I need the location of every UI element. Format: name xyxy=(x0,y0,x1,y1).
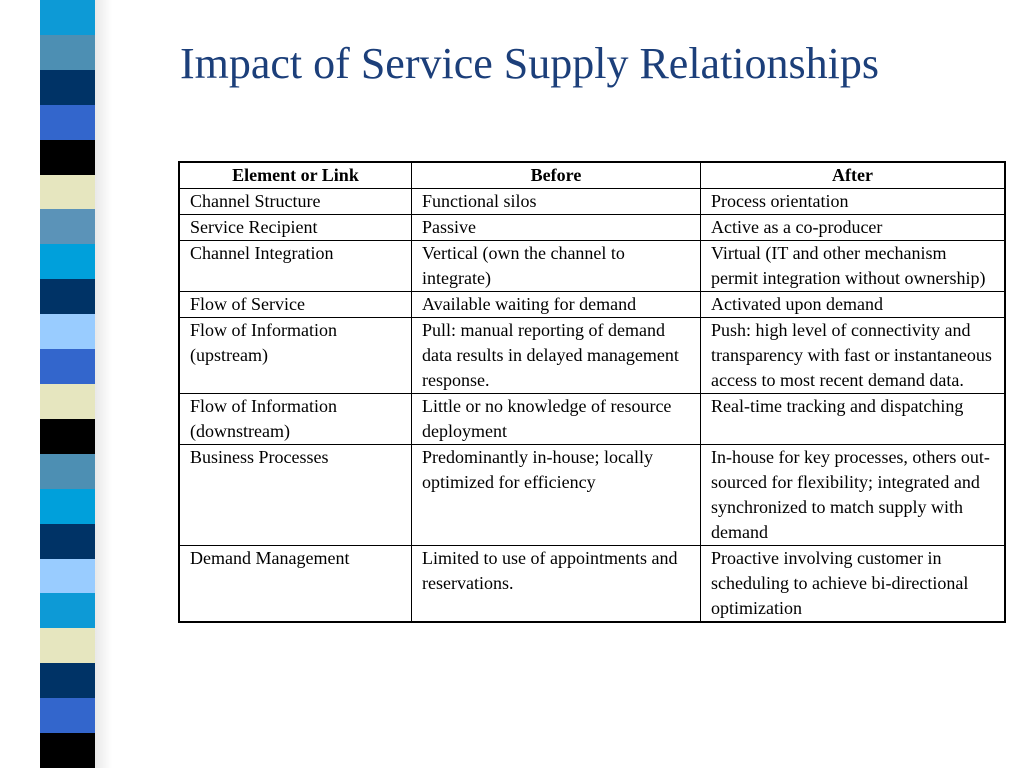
cell-element: Demand Management xyxy=(179,546,412,623)
stripe-band xyxy=(40,140,95,175)
header-after: After xyxy=(701,162,1006,189)
cell-after: Push: high level of connectivity and transparency with fast or instantaneous access to most recent demand data. xyxy=(701,318,1006,394)
cell-element: Channel Structure xyxy=(179,189,412,215)
stripe-band xyxy=(40,489,95,524)
stripe-band xyxy=(40,70,95,105)
cell-before: Functional silos xyxy=(412,189,701,215)
cell-element: Flow of Information (downstream) xyxy=(179,394,412,445)
cell-element: Flow of Information (upstream) xyxy=(179,318,412,394)
stripe-band xyxy=(40,559,95,594)
stripe-band xyxy=(40,35,95,70)
cell-before: Predominantly in-house; locally optimized for efficiency xyxy=(412,445,701,546)
stripe-band xyxy=(40,244,95,279)
table-header-row xyxy=(179,162,1005,189)
cell-before: Limited to use of appointments and reservations. xyxy=(412,546,701,623)
stripe-band xyxy=(40,175,95,210)
stripe-band xyxy=(40,628,95,663)
stripe-band xyxy=(40,314,95,349)
table-row xyxy=(179,318,1005,394)
cell-element: Service Recipient xyxy=(179,215,412,241)
stripe-band xyxy=(40,279,95,314)
decorative-stripe xyxy=(40,0,95,768)
table-row xyxy=(179,445,1005,546)
table-row xyxy=(179,189,1005,215)
cell-before: Passive xyxy=(412,215,701,241)
cell-before: Available waiting for demand xyxy=(412,292,701,318)
cell-before: Vertical (own the channel to integrate) xyxy=(412,241,701,292)
header-element-or-link: Element or Link xyxy=(179,162,412,189)
cell-after: Active as a co-producer xyxy=(701,215,1006,241)
stripe-band xyxy=(40,0,95,35)
table-row xyxy=(179,215,1005,241)
cell-after: Proactive involving customer in scheduling to achieve bi-directional optimization xyxy=(701,546,1006,623)
table-row xyxy=(179,394,1005,445)
cell-after: Virtual (IT and other mechanism permit integration without ownership) xyxy=(701,241,1006,292)
cell-after: Process orientation xyxy=(701,189,1006,215)
cell-element: Business Processes xyxy=(179,445,412,546)
table-row xyxy=(179,546,1005,623)
stripe-band xyxy=(40,384,95,419)
cell-after: Activated upon demand xyxy=(701,292,1006,318)
cell-after: Real-time tracking and dispatching xyxy=(701,394,1006,445)
stripe-band xyxy=(40,593,95,628)
stripe-band xyxy=(40,524,95,559)
stripe-band xyxy=(40,349,95,384)
stripe-band xyxy=(40,419,95,454)
stripe-band xyxy=(40,698,95,733)
cell-before: Pull: manual reporting of demand data results in delayed management response. xyxy=(412,318,701,394)
header-before: Before xyxy=(412,162,701,189)
stripe-band xyxy=(40,105,95,140)
comparison-table xyxy=(178,161,1006,623)
stripe-band xyxy=(40,663,95,698)
cell-after: In-house for key processes, others out-sourced for flexibility; integrated and synchronized to match supply with demand xyxy=(701,445,1006,546)
stripe-band xyxy=(40,209,95,244)
cell-element: Flow of Service xyxy=(179,292,412,318)
cell-before: Little or no knowledge of resource deployment xyxy=(412,394,701,445)
stripe-band xyxy=(40,733,95,768)
table-row xyxy=(179,241,1005,292)
slide-title: Impact of Service Supply Relationships xyxy=(180,39,879,88)
table-row xyxy=(179,292,1005,318)
stripe-band xyxy=(40,454,95,489)
cell-element: Channel Integration xyxy=(179,241,412,292)
